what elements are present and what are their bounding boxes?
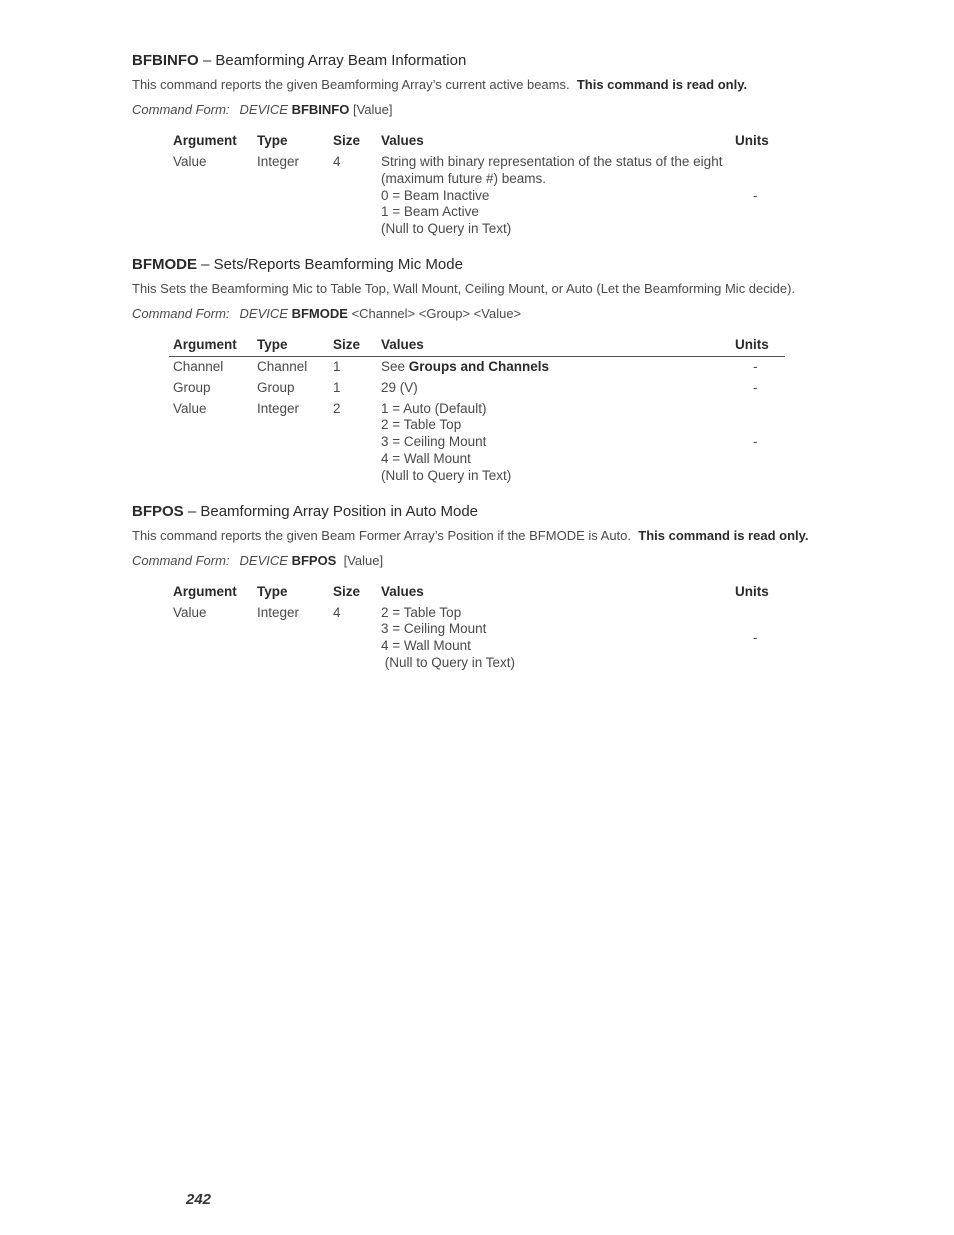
table-row: Channel Channel 1 See Groups and Channels - — [173, 358, 758, 374]
cross-reference: Groups and Channels — [408, 358, 550, 374]
col-values: Values — [377, 336, 731, 357]
command-description: This command reports the given Beam Former Array’s Position if the BFMODE is Auto. This command is read only. — [132, 527, 809, 543]
read-only-note: This command is read only. — [638, 527, 809, 543]
argument-table — [169, 583, 785, 674]
col-size: Size — [329, 336, 377, 357]
col-units: Units — [735, 583, 769, 599]
command-form: Command Form: DEVICE BFMODE <Channel> <Group> <Value> — [132, 305, 522, 321]
command-form: Command Form: DEVICE BFPOS [Value] — [132, 552, 384, 568]
col-values: Values — [381, 133, 424, 148]
command-name: BFBINFO — [132, 52, 199, 69]
section-title — [132, 256, 822, 274]
table-header-row — [169, 132, 785, 152]
col-argument: Argument — [169, 336, 253, 357]
command-subtitle: – Beamforming Array Beam Information — [198, 52, 467, 69]
command-description: This Sets the Beamforming Mic to Table Top, Wall Mount, Ceiling Mount, or Auto (Let the Beamforming Mic decide). — [132, 280, 796, 296]
command-subtitle: – Beamforming Array Position in Auto Mode — [183, 502, 479, 520]
table-header-row — [169, 583, 785, 603]
command-subtitle: – Sets/Reports Beamforming Mic Mode — [197, 255, 463, 273]
table-row: Value Integer 2 1 = Auto (Default) 2 = Table Top 3 = Ceiling Mount 4 = Wall Mount (Null to Query in Text) - — [173, 400, 758, 483]
col-argument: Argument — [173, 583, 237, 599]
argument-table — [169, 132, 785, 240]
col-units: Units — [735, 133, 769, 148]
table-row: Value Integer 4 String with binary representation of the status of the eight (maximum future #) beams. 0 = Beam Inactive 1 = Beam Active (Null to Query in Text) - — [173, 154, 758, 237]
col-size: Size — [333, 133, 361, 148]
col-type: Type — [257, 133, 288, 148]
document-page — [132, 52, 822, 690]
command-name: BFPOS — [132, 502, 184, 520]
section-bfpos — [132, 503, 822, 674]
page-number: 242 — [186, 1191, 212, 1208]
argument-table — [169, 336, 785, 487]
section-bfbinfo — [132, 52, 822, 240]
command-form: Command Form: DEVICE BFBINFO [Value] — [132, 102, 393, 117]
col-values: Values — [381, 583, 424, 599]
section-bfmode — [132, 256, 822, 487]
table-row: Value Integer 4 2 = Table Top 3 = Ceiling Mount 4 = Wall Mount (Null to Query in Text) - — [173, 604, 758, 670]
table-row: Group Group 1 29 (V) - — [173, 379, 758, 395]
col-argument: Argument — [173, 133, 237, 148]
section-title — [132, 503, 822, 521]
col-size: Size — [333, 583, 361, 599]
col-type: Type — [257, 583, 288, 599]
command-name: BFMODE — [132, 255, 197, 273]
section-title — [132, 52, 822, 70]
command-description: This command reports the given Beamforming Array’s current active beams. This command is read only. — [132, 77, 748, 92]
table-header-row — [169, 336, 785, 357]
col-type: Type — [253, 336, 329, 357]
col-units: Units — [731, 336, 785, 357]
read-only-note: This command is read only. — [576, 77, 748, 92]
